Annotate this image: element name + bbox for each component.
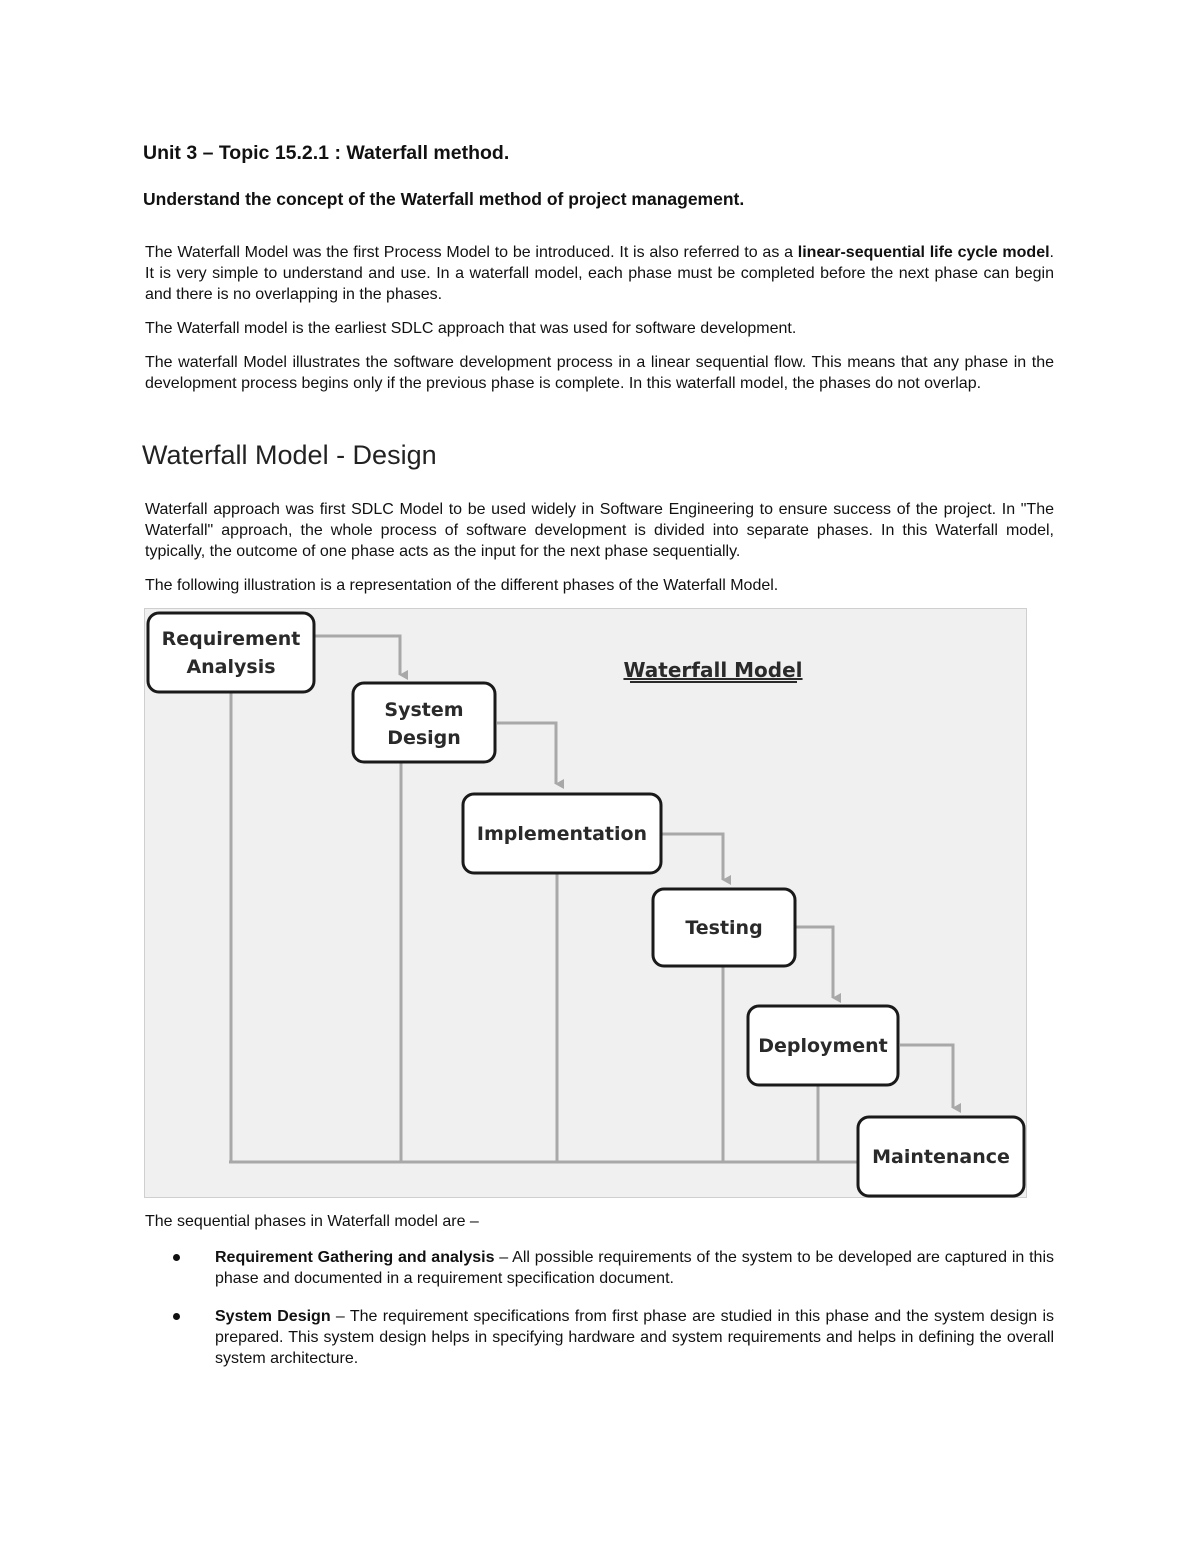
connector-4-5 (796, 927, 833, 998)
phase-label-testing: Testing (685, 917, 763, 939)
connector-1-2 (315, 636, 400, 675)
phase-label-implementation: Implementation (476, 823, 648, 845)
bullet-icon (173, 1313, 180, 1320)
intro-p1-text-a: The Waterfall Model was the first Process Model to be introduced. It is also referred to as a (145, 244, 798, 261)
section-paragraph-2: The following illustration is a representation of the different phases of the Waterfall Model. (145, 577, 779, 594)
phase-label-requirement-line1: Requirement (161, 628, 301, 650)
waterfall-diagram-svg (145, 609, 1028, 1199)
bullet-system-design (145, 1306, 1054, 1369)
waterfall-diagram (144, 608, 1027, 1198)
phase-box-requirement (148, 613, 314, 692)
bullet-requirement-gathering (145, 1247, 1054, 1289)
intro-paragraph-1 (145, 242, 1054, 305)
phase-label-system-line2: Design (387, 727, 461, 749)
phase-box-system-design (353, 683, 495, 762)
phases-bullet-list (145, 1247, 1054, 1386)
bullet-term: System Design (215, 1308, 331, 1325)
intro-paragraph-3: The waterfall Model illustrates the software development process in a linear sequential flow. This means that any phase in the development process begins only if the previous phase is complete. In this waterfall model, the phases do not overlap. (145, 354, 1054, 392)
intro-p1-text-b: . It is very simple to understand and use. In a waterfall model, each phase must be completed before the next phase can begin and there is no overlapping in the phases. (145, 244, 1054, 303)
section-heading: Waterfall Model - Design (142, 440, 437, 470)
bullet-term: Requirement Gathering and analysis (215, 1249, 495, 1266)
unit-title: Unit 3 – Topic 15.2.1 : Waterfall method. (143, 142, 510, 164)
bullet-text: – The requirement specifications from first phase are studied in this phase and the system design is prepared. This system design helps in specifying hardware and system requirements and helps in defining the overall system architecture. (215, 1308, 1054, 1367)
subtitle: Understand the concept of the Waterfall method of project management. (143, 189, 745, 209)
intro-paragraph-2: The Waterfall model is the earliest SDLC approach that was used for software development. (145, 320, 797, 337)
intro-p1-bold: linear-sequential life cycle model (797, 244, 1050, 261)
connector-2-3 (497, 723, 556, 784)
connector-5-6 (900, 1045, 953, 1108)
phase-label-maintenance: Maintenance (872, 1146, 1010, 1168)
section-paragraph-1: Waterfall approach was first SDLC Model to be used widely in Software Engineering to ensure success of the project. In "The Waterfall" approach, the whole process of software development is divided into separate phases. In this Waterfall model, typically, the outcome of one phase acts as the input for the next phase sequentially. (145, 501, 1054, 560)
connector-3-4 (662, 834, 723, 880)
bullet-text: – All possible requirements of the system to be developed are captured in this phase and documented in a requirement specification document. (215, 1249, 1055, 1287)
phase-label-deployment: Deployment (758, 1035, 888, 1057)
phase-label-requirement-line2: Analysis (186, 656, 276, 678)
bullet-icon (173, 1254, 180, 1261)
phase-label-system-line1: System (384, 699, 464, 721)
phases-intro: The sequential phases in Waterfall model are – (145, 1213, 479, 1230)
diagram-title: Waterfall Model (623, 658, 803, 682)
